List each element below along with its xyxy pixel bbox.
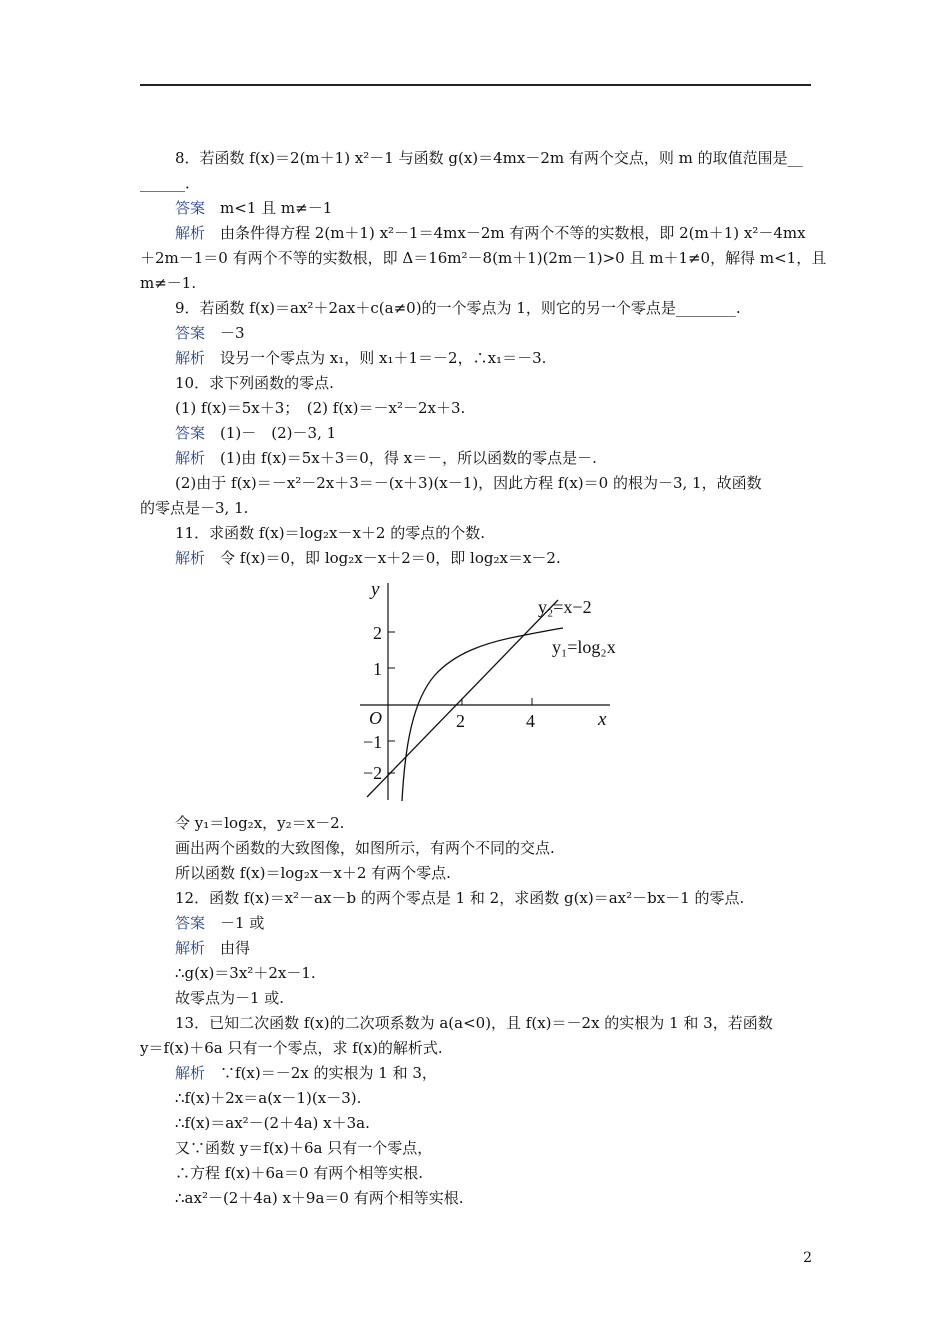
analysis-11-line2: 令 y₁＝log₂x，y₂＝x－2. — [175, 814, 345, 832]
analysis-9 — [140, 348, 811, 368]
problem-10-parts: (1) f(x)＝5x＋3； (2) f(x)＝－x²－2x＋3. — [175, 399, 466, 417]
answer-label: 答案 — [175, 324, 206, 342]
y-tick-label-2: 2 — [373, 623, 382, 643]
analysis-label: 解析 — [175, 549, 206, 567]
answer-8-value: m<1 且 m≠－1 — [220, 199, 333, 217]
analysis-10-line3: 的零点是－3, 1. — [140, 499, 249, 517]
analysis-11-line3: 画出两个函数的大致图像，如图所示，有两个不同的交点. — [175, 839, 555, 857]
line-y2 — [367, 600, 558, 797]
analysis-8-line3: m≠－1. — [140, 274, 197, 292]
analysis-10 — [140, 448, 811, 468]
x-tick-label-2: 2 — [456, 711, 465, 731]
analysis-label: 解析 — [175, 224, 206, 242]
problem-8-text: 8．若函数 f(x)＝2(m＋1) x²－1 与函数 g(x)＝4mx－2m 有两个交点，则 m 的取值范围是__ — [175, 149, 803, 167]
problem-9-text: 9．若函数 f(x)＝ax²＋2ax＋c(a≠0)的一个零点为 1，则它的另一个零点是________. — [175, 299, 741, 317]
header-rule — [140, 84, 811, 86]
answer-10-value: (1)－ (2)－3, 1 — [220, 424, 337, 442]
y-tick-label-1: 1 — [373, 659, 382, 679]
analysis-12-line3: 故零点为－1 或. — [175, 989, 285, 1007]
analysis-13-line2: ∴f(x)＋2x＝a(x－1)(x－3). — [175, 1089, 362, 1107]
answer-12-value: －1 或 — [220, 914, 265, 932]
answer-label: 答案 — [175, 199, 206, 217]
analysis-12 — [140, 938, 811, 958]
analysis-10-text: (1)由 f(x)＝5x＋3＝0，得 x＝－，所以函数的零点是－. — [220, 449, 597, 467]
analysis-11 — [140, 548, 811, 568]
problem-10-text: 10．求下列函数的零点. — [175, 374, 334, 392]
answer-9 — [140, 323, 811, 343]
problem-13-text: 13．已知二次函数 f(x)的二次项系数为 a(a<0)，且 f(x)＝－2x 的实根为 1 和 3，若函数 — [175, 1014, 773, 1032]
answer-12 — [140, 913, 811, 933]
curve-y1-label: y₁=log₂x — [552, 637, 616, 657]
x-tick-label-4: 4 — [526, 711, 535, 731]
analysis-13-line6: ∴ax²－(2＋4a) x＋9a＝0 有两个相等实根. — [175, 1189, 464, 1207]
problem-8-blank: ______． — [140, 174, 201, 192]
curve-y2-label: y₂=x−2 — [538, 597, 592, 617]
analysis-13 — [140, 1063, 811, 1083]
answer-10 — [140, 423, 811, 443]
analysis-label: 解析 — [175, 349, 206, 367]
analysis-label: 解析 — [175, 939, 206, 957]
analysis-12-text: 由得 — [220, 939, 251, 957]
curve-y1 — [402, 628, 563, 801]
function-graph — [355, 575, 625, 805]
analysis-13-line5: ∴方程 f(x)＋6a＝0 有两个相等实根. — [175, 1164, 424, 1182]
analysis-13-line3: ∴f(x)＝ax²－(2＋4a) x＋3a. — [175, 1114, 370, 1132]
analysis-13-text: ∵f(x)＝－2x 的实根为 1 和 3， — [220, 1064, 437, 1082]
analysis-8-text: 由条件得方程 2(m＋1) x²－1＝4mx－2m 有两个不等的实数根，即 2(m＋1) x²－4mx — [220, 224, 806, 242]
analysis-10-line2: (2)由于 f(x)＝－x²－2x＋3＝－(x＋3)(x－1)，因此方程 f(x)＝0 的根为－3, 1，故函数 — [175, 474, 762, 492]
problem-13-line2: y＝f(x)＋6a 只有一个零点，求 f(x)的解析式. — [140, 1039, 443, 1057]
answer-label: 答案 — [175, 424, 206, 442]
problem-11-text: 11．求函数 f(x)＝log₂x－x＋2 的零点的个数. — [175, 524, 486, 542]
answer-9-value: －3 — [220, 324, 245, 342]
answer-label: 答案 — [175, 914, 206, 932]
analysis-11-text: 令 f(x)＝0，即 log₂x－x＋2＝0，即 log₂x＝x－2. — [220, 549, 561, 567]
analysis-label: 解析 — [175, 449, 206, 467]
analysis-13-line4: 又∵函数 y＝f(x)＋6a 只有一个零点， — [175, 1139, 433, 1157]
answer-8 — [140, 198, 811, 218]
origin-label: O — [369, 708, 382, 728]
x-axis-label: x — [598, 709, 607, 730]
y-tick-label-neg2: −2 — [363, 763, 383, 783]
y-tick-label-neg1: −1 — [363, 732, 383, 752]
analysis-8-line2: ＋2m－1＝0 有两个不等的实数根，即 Δ＝16m²－8(m＋1)(2m－1)>0 且 m＋1≠0，解得 m<1，且 — [140, 249, 827, 267]
analysis-12-line2: ∴g(x)＝3x²＋2x－1. — [175, 964, 316, 982]
problem-12-text: 12．函数 f(x)＝x²－ax－b 的两个零点是 1 和 2，求函数 g(x)＝ax²－bx－1 的零点. — [175, 889, 745, 907]
y-axis-label: y — [371, 579, 380, 600]
analysis-11-line4: 所以函数 f(x)＝log₂x－x＋2 有两个零点. — [175, 864, 451, 882]
analysis-9-text: 设另一个零点为 x₁，则 x₁＋1＝－2，∴x₁＝－3. — [220, 349, 547, 367]
analysis-label: 解析 — [175, 1064, 206, 1082]
page-number: 2 — [803, 1250, 812, 1266]
analysis-8 — [140, 223, 811, 243]
